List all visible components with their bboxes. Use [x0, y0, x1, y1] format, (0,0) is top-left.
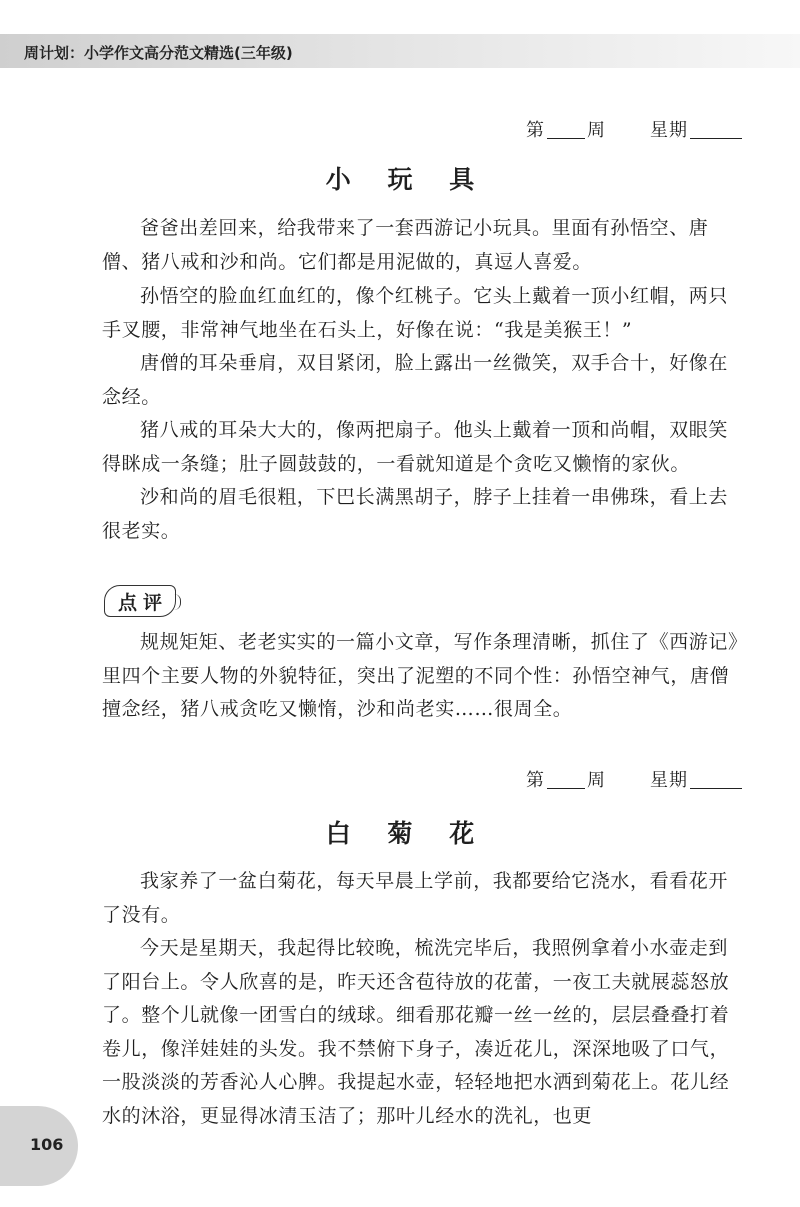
weekday-blank	[690, 120, 742, 139]
week-day-line	[526, 766, 742, 792]
page-number: 106	[30, 1135, 64, 1154]
week-day-line	[526, 116, 742, 142]
essay1-title: 小 玩 具	[325, 165, 489, 194]
essay2-title: 白 菊 花	[325, 819, 489, 848]
weekday-blank	[690, 770, 742, 789]
review-badge: 点评	[104, 585, 176, 617]
essay1-paragraph: 沙和尚的眉毛很粗，下巴长满黑胡子，脖子上挂着一串佛珠，看上去很老实。	[102, 486, 729, 542]
week-label-zhou: 周	[587, 120, 606, 141]
essay1-paragraph: 唐僧的耳朵垂肩，双目紧闭，脸上露出一丝微笑，双手合十，好像在念经。	[102, 352, 729, 408]
essay1-paragraph: 孙悟空的脸血红血红的，像个红桃子。它头上戴着一顶小红帽，两只手叉腰，非常神气地坐在石头上，好像在说：“我是美猴王！”	[102, 285, 729, 341]
week-label-di: 第	[526, 120, 545, 141]
essay2-paragraph: 我家养了一盆白菊花，每天早晨上学前，我都要给它浇水，看看花开了没有。	[102, 870, 729, 926]
week-number-blank	[547, 770, 585, 789]
running-title: 周计划：小学作文高分范文精选(三年级)	[24, 44, 293, 62]
essay1-paragraph: 猪八戒的耳朵大大的，像两把扇子。他头上戴着一顶和尚帽，双眼笑得眯成一条缝；肚子圆鼓鼓的，一看就知道是个贪吃又懒惰的家伙。	[102, 419, 729, 475]
essay1-paragraph: 爸爸出差回来，给我带来了一套西游记小玩具。里面有孙悟空、唐僧、猪八戒和沙和尚。它们都是用泥做的，真逗人喜爱。	[102, 217, 709, 273]
week-label-di: 第	[526, 770, 545, 791]
essay2-paragraph: 今天是星期天，我起得比较晚，梳洗完毕后，我照例拿着小水壶走到了阳台上。令人欣喜的是，昨天还含苞待放的花蕾，一夜工夫就展蕊怒放了。整个儿就像一团雪白的绒球。细看那花瓣一丝一丝的，层层叠叠打着卷儿，像洋娃娃的头发。我不禁俯下身子，凑近花儿，深深地吸了口气，一股淡淡的芳香沁人心脾。我提起水壶，轻轻地把水洒到菊花上。花儿经水的沐浴，更显得冰清玉洁了；那叶儿经水的洗礼，也更	[102, 937, 730, 1127]
week-number-blank	[547, 120, 585, 139]
week-label-zhou: 周	[587, 770, 606, 791]
weekday-label: 星期	[650, 120, 688, 141]
review-text: 规规矩矩、老老实实的一篇小文章，写作条理清晰，抓住了《西游记》里四个主要人物的外貌特征，突出了泥塑的不同个性：孙悟空神气，唐僧擅念经，猪八戒贪吃又懒惰，沙和尚老实……很周全。	[102, 631, 739, 720]
weekday-label: 星期	[650, 770, 688, 791]
